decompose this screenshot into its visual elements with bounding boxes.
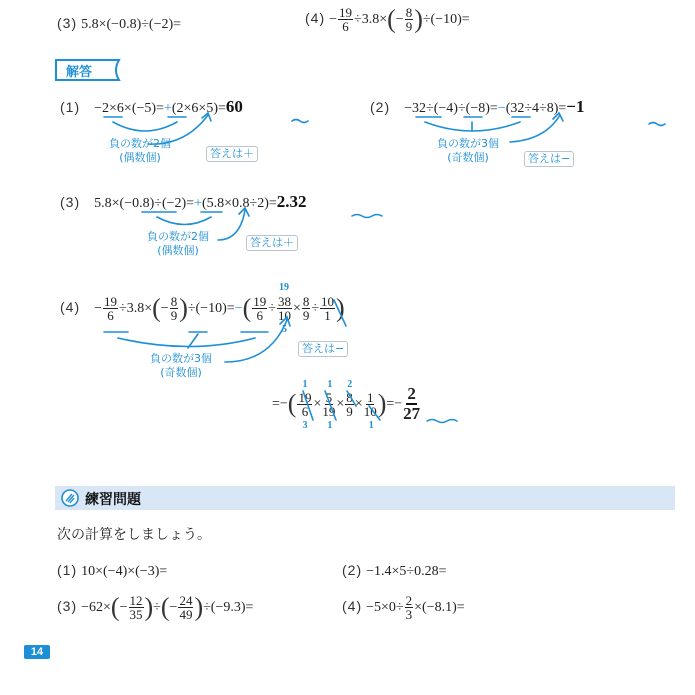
operator: × <box>336 396 345 412</box>
cancel-value-bottom: 1 <box>327 419 333 431</box>
problem-label: (3) <box>57 15 78 31</box>
denominator: 6 <box>256 308 264 323</box>
expression-part: −62× <box>81 600 111 616</box>
expression-part: ×(−8.1)= <box>414 600 465 616</box>
cancel-value-bottom: 3 <box>302 419 308 431</box>
negative-term: −0.8 <box>124 196 150 211</box>
fraction <box>170 295 179 322</box>
negative-term: −8 <box>470 101 486 116</box>
operator: × <box>354 396 363 412</box>
fraction <box>338 6 353 33</box>
denominator: 49 <box>179 607 193 622</box>
expression-part: (2×6×5)= <box>171 101 226 116</box>
note-negative-count <box>437 137 499 165</box>
note-line: 負の数が2個 <box>147 230 209 243</box>
denominator: 19 <box>322 403 336 419</box>
answer-heading: 解答 <box>66 65 93 80</box>
expression-part: )= <box>181 196 195 211</box>
result: 2.32 <box>276 192 307 211</box>
fraction <box>252 295 267 322</box>
ribbon-notch-icon <box>687 486 695 510</box>
note-line: (偶数個) <box>157 244 199 257</box>
answer-label: (3) <box>60 194 81 210</box>
negative-term: −32 <box>404 101 427 116</box>
fraction <box>103 295 118 322</box>
answer-label: (4) <box>60 299 81 316</box>
answer-4-line-2 <box>272 378 421 431</box>
practice-section-header <box>55 486 675 510</box>
note-line: (奇数個) <box>160 366 202 379</box>
answer-4 <box>60 282 345 335</box>
paren-close: ) <box>194 592 204 622</box>
fraction <box>129 594 144 621</box>
question-label: (1) <box>57 562 78 578</box>
expression-part: 5.8×( <box>94 196 125 211</box>
paren-close: ) <box>179 293 188 323</box>
denominator: 1 <box>324 308 331 323</box>
expression-part: ÷3.8× <box>119 301 153 317</box>
expression-part: )÷( <box>453 101 471 116</box>
answer-heading-tag <box>55 57 117 81</box>
paren-close: ) <box>377 389 387 418</box>
operator: × <box>292 301 301 317</box>
numerator: 8 <box>302 294 310 309</box>
expression-part: ÷(−9.3)= <box>203 600 254 616</box>
problem-3 <box>57 15 181 33</box>
denominator: 10 <box>363 403 377 419</box>
pencil-hand-icon <box>61 489 79 507</box>
question-label: (4) <box>342 598 363 615</box>
note-line: 負の数が3個 <box>437 137 499 150</box>
numerator: 10 <box>321 294 335 309</box>
numerator: 19 <box>298 389 312 405</box>
note-line: 負の数が3個 <box>150 352 212 365</box>
operator: × <box>313 396 322 412</box>
denominator: 9 <box>405 19 413 34</box>
practice-question-3 <box>57 594 253 621</box>
minus-sign: − <box>94 301 103 317</box>
expression-part: =− <box>272 396 288 412</box>
note-negative-count <box>147 230 209 258</box>
operator: ÷ <box>311 301 320 317</box>
expression-part: (5.8×0.8÷2)= <box>201 196 277 211</box>
denominator: 6 <box>342 19 349 34</box>
cancel-value-top: 1 <box>302 378 308 390</box>
operator: ÷ <box>268 301 276 317</box>
numerator: 2 <box>405 593 413 608</box>
fraction-cancelled <box>297 378 312 431</box>
paren-close: ) <box>414 4 423 34</box>
expression-part: ÷( <box>426 101 439 116</box>
fraction-cancelled <box>363 389 377 431</box>
numerator: 12 <box>129 593 143 608</box>
denominator: 27 <box>403 404 421 423</box>
expression-part: (32÷4÷8)= <box>505 101 567 116</box>
cancel-value-top: 2 <box>347 378 353 390</box>
negative-term: −4 <box>438 101 454 116</box>
numerator: 19 <box>104 294 118 309</box>
practice-instruction: 次の計算をしましょう。 <box>57 527 211 543</box>
paren-open: ( <box>110 592 120 622</box>
numerator: 8 <box>405 5 413 20</box>
note-line: (偶数個) <box>119 151 161 164</box>
problem-expression: 5.8×(−0.8)÷(−2)= <box>81 17 182 32</box>
numerator: 8 <box>170 294 178 309</box>
expression-part: ÷(−10)= <box>422 12 470 28</box>
result: −1 <box>566 97 585 116</box>
numerator: 19 <box>339 5 353 20</box>
question-label: (3) <box>57 598 78 615</box>
numerator: 5 <box>325 389 333 405</box>
answer-2 <box>370 97 584 117</box>
cancel-value-top: 1 <box>327 378 333 390</box>
sign-minus: − <box>497 101 506 116</box>
practice-question-2 <box>342 562 447 580</box>
problem-4 <box>305 6 470 33</box>
fraction <box>302 295 311 322</box>
fraction <box>320 295 335 322</box>
negative-term: −2 <box>166 196 182 211</box>
fraction <box>405 6 414 33</box>
operator: ÷ <box>153 600 161 616</box>
numerator: 2 <box>407 384 416 403</box>
paren-open: ( <box>387 4 396 34</box>
minus-sign: − <box>395 12 404 28</box>
numerator: 38 <box>277 294 291 309</box>
minus-sign: − <box>329 12 338 28</box>
denominator: 9 <box>346 403 353 419</box>
question-expression: −1.4×5÷0.28= <box>366 564 447 579</box>
fraction-cancelled <box>322 378 336 431</box>
sign-plus: + <box>194 196 202 211</box>
cancel-value-bottom: 1 <box>368 419 374 431</box>
answer-sign-badge: 答えは− <box>524 151 574 167</box>
denominator: 35 <box>129 607 143 622</box>
cancel-value-bottom: 5 <box>281 324 287 335</box>
expression-part: ÷3.8× <box>354 12 388 28</box>
denominator: 10 <box>277 308 291 323</box>
answer-3 <box>60 192 307 212</box>
fraction-cancelled <box>277 282 292 335</box>
expression-part: ×6×( <box>109 101 137 116</box>
numerator: 19 <box>253 294 267 309</box>
note-line: 負の数が2個 <box>109 137 171 150</box>
page-number: 14 <box>24 645 50 659</box>
fraction <box>405 594 414 621</box>
answer-label: (1) <box>60 99 81 115</box>
note-negative-count <box>150 352 212 380</box>
practice-heading: 練習問題 <box>85 492 141 508</box>
denominator: 9 <box>170 308 178 323</box>
numerator: 1 <box>366 389 374 405</box>
result-fraction <box>403 385 420 423</box>
expression-part: )= <box>151 101 164 116</box>
practice-question-4 <box>342 594 465 621</box>
answer-sign-badge: 答えは＋ <box>206 146 258 162</box>
expression-part: ÷(−10)= <box>187 301 235 317</box>
result: 60 <box>225 97 243 116</box>
fraction-cancelled <box>345 378 354 419</box>
paren-open: ( <box>160 592 170 622</box>
answer-sign-badge: 答えは− <box>298 341 348 357</box>
sign-minus: − <box>234 301 243 317</box>
sign-plus: + <box>163 101 172 116</box>
expression-part: −5×0÷ <box>366 600 404 616</box>
denominator: 6 <box>301 403 309 419</box>
denominator: 6 <box>107 308 114 323</box>
paren-close: ) <box>144 592 154 622</box>
expression-part: =− <box>386 396 403 412</box>
denominator: 9 <box>302 308 310 323</box>
note-line: (奇数個) <box>447 151 489 164</box>
answer-sign-badge: 答えは＋ <box>246 235 298 251</box>
question-expression: 10×(−4)×(−3)= <box>81 564 168 579</box>
note-negative-count <box>109 137 171 165</box>
minus-sign: − <box>160 301 169 317</box>
cancel-value-top: 19 <box>278 282 289 293</box>
negative-term: −5 <box>136 101 152 116</box>
negative-term: −2 <box>94 101 110 116</box>
practice-question-1 <box>57 562 167 580</box>
expression-part: )= <box>485 101 498 116</box>
answer-1 <box>60 97 243 117</box>
paren-close: ) <box>336 293 345 323</box>
denominator: 3 <box>405 607 413 622</box>
paren-open: ( <box>242 293 252 323</box>
minus-sign: − <box>119 600 128 616</box>
numerator: 24 <box>179 593 193 608</box>
paren-open: ( <box>287 389 297 418</box>
minus-sign: − <box>169 600 178 616</box>
numerator: 8 <box>346 389 353 405</box>
problem-label: (4) <box>305 10 326 27</box>
fraction <box>178 594 193 621</box>
answer-label: (2) <box>370 99 391 115</box>
question-label: (2) <box>342 562 363 578</box>
expression-part: )÷( <box>149 196 167 211</box>
paren-open: ( <box>152 293 161 323</box>
